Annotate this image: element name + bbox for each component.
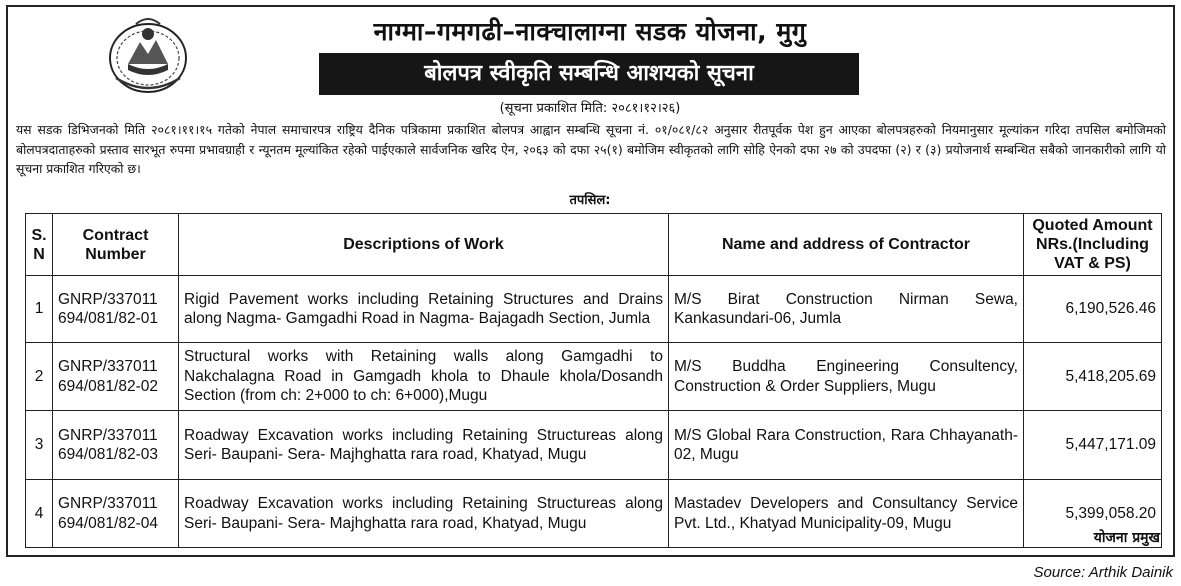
header-amount: Quoted Amount NRs.(Including VAT & PS) bbox=[1024, 214, 1162, 276]
signatory: योजना प्रमुख bbox=[1093, 530, 1160, 546]
header-sn: S. N bbox=[26, 214, 53, 276]
government-emblem-icon bbox=[106, 12, 190, 98]
schedule-label: तपसिल: bbox=[569, 193, 611, 208]
table-row bbox=[26, 411, 1162, 480]
row-sn: 3 bbox=[26, 411, 53, 480]
row-contract-number: GNRP/337011 694/081/82-02 bbox=[53, 343, 179, 411]
row-contractor: M/S Buddha Engineering Consultency, Construction & Order Suppliers, Mugu bbox=[669, 343, 1024, 411]
notice-subtitle: बोलपत्र स्वीकृति सम्बन्धि आशयको सूचना bbox=[319, 53, 859, 95]
row-description: Roadway Excavation works including Retaining Structureas along Seri- Baupani- Sera- Majhghatta rara road, Khatyad, Mugu bbox=[179, 411, 669, 480]
row-contractor: Mastadev Developers and Consultancy Service Pvt. Ltd., Khatyad Municipality-09, Mugu bbox=[669, 480, 1024, 548]
table-row bbox=[26, 480, 1162, 548]
row-description: Roadway Excavation works including Retaining Structureas along Seri- Baupani- Sera- Majhghatta rara road, Khatyad, Mugu bbox=[179, 480, 669, 548]
row-description: Structural works with Retaining walls along Gamgadhi to Nakchalagna Road in Gamgadh khola to Dhaule khola/Dosandh Section (from ch: 2+000 to ch: 6+000),Mugu bbox=[179, 343, 669, 411]
row-contractor: M/S Birat Construction Nirman Sewa, Kankasundari-06, Jumla bbox=[669, 276, 1024, 343]
header-description: Descriptions of Work bbox=[179, 214, 669, 276]
row-sn: 1 bbox=[26, 276, 53, 343]
row-contract-number: GNRP/337011 694/081/82-01 bbox=[53, 276, 179, 343]
header-contract-number: Contract Number bbox=[53, 214, 179, 276]
row-contractor: M/S Global Rara Construction, Rara Chhayanath-02, Mugu bbox=[669, 411, 1024, 480]
table-row bbox=[26, 343, 1162, 411]
row-description: Rigid Pavement works including Retaining Structures and Drains along Nagma- Gamgadhi Road in Nagma- Bajagadh Section, Jumla bbox=[179, 276, 669, 343]
project-title: नाग्मा–गमगढी–नाक्चालाग्ना सडक योजना, मुगु bbox=[373, 17, 807, 46]
notice-body: यस सडक डिभिजनको मिति २०८१।११।१५ गतेको नेपाल समाचारपत्र राष्ट्रिय दैनिक पत्रिकामा प्रकाशित बोलपत्र आह्वान सम्बन्धि सूचना नं. ०१/०८१/८२ अनुसार रीतपूर्वक पेश हुन आएका बोलपत्रहरुको नियमानुसार मूल्यांकन गरिदा तपसिल बमोजिमको बोलपत्रदाताहरुको प्रस्ताव सारभूत रुपमा प्रभावग्राही र न्यूनतम मूल्यांकित रहेको पाईएकाले सार्वजनिक खरिद ऐन, २०६३ को दफा २५(१) बमोजिम स्वीकृतको लागि सोहि ऐनको दफा २७ को उपदफा (२) र (३) प्रयोजनार्थ सम्बन्धित सबैको जानकारीको लागि यो सूचना प्रकाशित गरिएको छ। bbox=[16, 122, 1166, 176]
row-amount: 5,447,171.09 bbox=[1024, 411, 1162, 480]
contracts-table bbox=[25, 213, 1162, 548]
row-contract-number: GNRP/337011 694/081/82-04 bbox=[53, 480, 179, 548]
row-amount: 5,399,058.20 bbox=[1024, 480, 1162, 548]
published-date: (सूचना प्रकाशित मिति: २०८१।१२।२६) bbox=[499, 101, 681, 116]
row-contract-number: GNRP/337011 694/081/82-03 bbox=[53, 411, 179, 480]
header-contractor: Name and address of Contractor bbox=[669, 214, 1024, 276]
table-row bbox=[26, 276, 1162, 343]
row-amount: 6,190,526.46 bbox=[1024, 276, 1162, 343]
table-header-row bbox=[26, 214, 1162, 276]
row-sn: 2 bbox=[26, 343, 53, 411]
source-credit: Source: Arthik Dainik bbox=[1033, 564, 1173, 581]
row-amount: 5,418,205.69 bbox=[1024, 343, 1162, 411]
row-sn: 4 bbox=[26, 480, 53, 548]
